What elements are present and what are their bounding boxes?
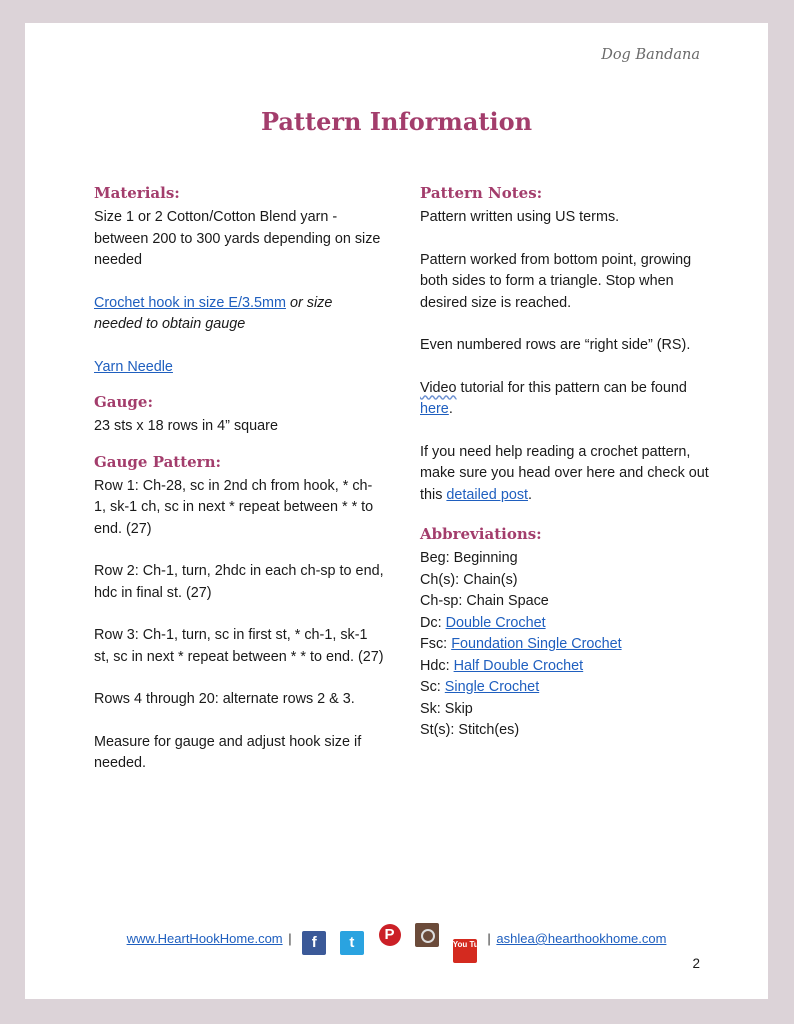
gauge-row-3: Row 3: Ch-1, turn, sc in first st, * ch-1, sk-1 st, sc in next * repeat between * * to end. (27) <box>94 627 384 665</box>
gauge-pattern-heading: Gauge Pattern: <box>94 452 222 471</box>
pinterest-icon[interactable] <box>378 923 402 947</box>
gauge-text: 23 sts x 18 rows in 4” square <box>94 418 278 434</box>
footer-separator-2: | <box>487 931 491 946</box>
footer-separator: | <box>288 931 292 946</box>
materials-heading: Materials: <box>94 184 180 202</box>
instagram-lens <box>421 929 435 943</box>
email-link[interactable]: ashlea@hearthookhome.com <box>496 931 667 946</box>
abbreviation-item <box>420 591 710 613</box>
instagram-icon[interactable] <box>415 923 439 947</box>
footer <box>25 923 768 963</box>
gauge-row-1: Row 1: Ch-28, sc in 2nd ch from hook, * ch-1, sk-1 ch, sc in next * repeat between * * to end. (27) <box>94 477 374 537</box>
abbreviation-term: Fsc: <box>420 636 448 652</box>
gauge-measure-note: Measure for gauge and adjust hook size if needed. <box>94 733 362 771</box>
abbreviation-term: Ch(s): <box>420 571 460 588</box>
gauge-row-2: Row 2: Ch-1, turn, 2hdc in each ch-sp to end, hdc in final st. (27) <box>94 563 384 601</box>
note-video <box>420 378 710 421</box>
abbreviation-item <box>420 634 710 656</box>
abbreviation-item <box>420 699 710 721</box>
abbreviation-term: Hdc: <box>420 657 450 674</box>
note-us-terms: Pattern written using US terms. <box>420 209 620 225</box>
abbreviation-term: Ch-sp: <box>420 593 463 609</box>
video-period: . <box>448 401 453 417</box>
detailed-post-link[interactable]: detailed post <box>446 486 529 503</box>
website-link[interactable]: www.HeartHookHome.com <box>126 931 283 946</box>
abbreviation-term: St(s): <box>420 722 455 738</box>
abbreviation-link[interactable]: Single Crochet <box>444 679 540 695</box>
document-page <box>25 23 768 999</box>
materials-needle <box>94 357 384 379</box>
abbreviation-term: Sc: <box>420 679 441 695</box>
abbreviation-meaning: Stitch(es) <box>458 722 520 738</box>
abbreviation-link[interactable]: Foundation Single Crochet <box>451 636 622 652</box>
note-right-side: Even numbered rows are “right side” (RS). <box>420 337 691 353</box>
facebook-icon[interactable]: f <box>302 931 326 955</box>
abbreviation-meaning: Chain(s) <box>463 571 518 588</box>
gauge-rows-4-20: Rows 4 through 20: alternate rows 2 & 3. <box>94 691 355 707</box>
abbreviation-term: Dc: <box>420 614 442 631</box>
gauge-heading: Gauge: <box>94 393 154 411</box>
video-word: Video <box>420 379 457 396</box>
abbreviations-list <box>420 548 710 742</box>
abbreviation-term: Sk: <box>420 700 441 717</box>
abbreviations-heading: Abbreviations: <box>420 525 542 543</box>
abbreviation-link[interactable]: Double Crochet <box>445 614 546 631</box>
page-title: Pattern Information <box>260 107 533 136</box>
hook-link[interactable]: Crochet hook in size E/3.5mm <box>94 294 286 311</box>
abbreviation-meaning: Skip <box>444 700 473 717</box>
abbreviation-item <box>420 677 710 699</box>
materials-hook <box>94 293 384 336</box>
note-help <box>420 442 710 507</box>
help-text: If you need help reading a crochet pattern, make sure you head over here and check out this <box>420 443 709 503</box>
right-column <box>420 183 710 742</box>
note-worked-from: Pattern worked from bottom point, growing both sides to form a triangle. Stop when desired size is reached. <box>420 251 692 311</box>
abbreviation-item <box>420 656 710 678</box>
video-here-link[interactable]: here <box>420 401 449 417</box>
pattern-notes-heading: Pattern Notes: <box>420 184 543 202</box>
yarn-needle-link[interactable]: Yarn Needle <box>94 358 173 375</box>
page-number: 2 <box>692 956 700 971</box>
header-title: Dog Bandana <box>601 47 700 63</box>
left-column <box>94 183 384 775</box>
help-period: . <box>528 486 533 503</box>
abbreviation-link[interactable]: Half Double Crochet <box>453 657 584 674</box>
youtube-icon[interactable]: You Tube <box>453 939 477 963</box>
abbreviation-term: Beg: <box>420 550 450 566</box>
abbreviation-meaning: Beginning <box>453 550 518 566</box>
twitter-icon[interactable]: t <box>340 931 364 955</box>
abbreviation-item <box>420 570 710 592</box>
abbreviation-item <box>420 613 710 635</box>
video-text: tutorial for this pattern can be found <box>460 379 687 396</box>
abbreviation-item <box>420 720 710 742</box>
hook-note: or size needed to obtain gauge <box>94 294 333 332</box>
pinterest-glyph: P <box>379 924 401 946</box>
abbreviation-meaning: Chain Space <box>466 593 549 609</box>
abbreviation-item <box>420 548 710 570</box>
materials-yarn: Size 1 or 2 Cotton/Cotton Blend yarn -between 200 to 300 yards depending on size needed <box>94 209 381 268</box>
